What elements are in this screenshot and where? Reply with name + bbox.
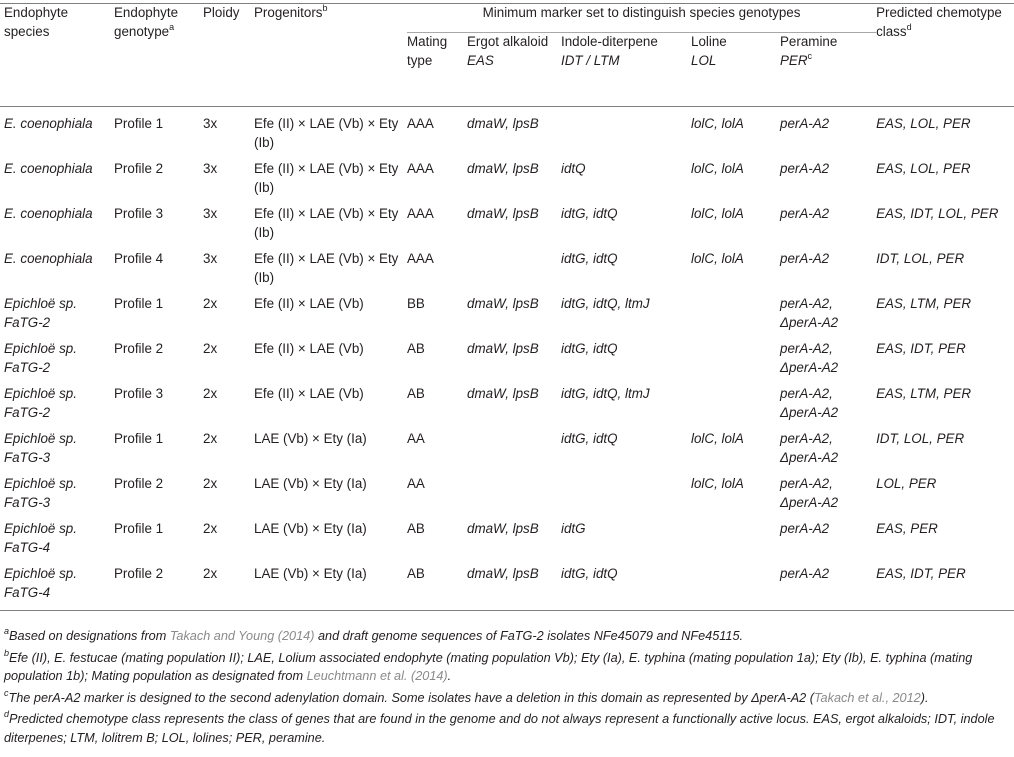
reference-link[interactable]: Takach et al., 2012 — [813, 690, 921, 705]
species-cell: Epichloë sp. FaTG-2 — [4, 386, 77, 420]
peramine-cell: perA-A2 — [780, 161, 830, 176]
ploidy-cell: 2x — [203, 521, 218, 536]
ergot-cell: dmaW, lpsB — [467, 296, 539, 311]
table-row — [0, 557, 1014, 611]
reference-link[interactable]: Leuchtmann et al. (2014) — [306, 669, 448, 683]
ploidy-cell: 2x — [203, 431, 218, 446]
peramine-cell: perA-A2, ΔperA-A2 — [780, 386, 839, 420]
mating-cell: AB — [407, 341, 425, 356]
ergot-cell — [467, 422, 561, 467]
endophyte-table — [0, 3, 1014, 611]
mating-cell: AA — [407, 476, 425, 491]
loline-cell: lolC, lolA — [691, 206, 744, 221]
peramine-cell: perA-A2, ΔperA-A2 — [780, 296, 839, 330]
mating-cell: AAA — [407, 161, 434, 176]
genotype-cell: Profile 1 — [114, 431, 164, 446]
loline-cell — [691, 512, 780, 557]
species-cell: Epichloë sp. FaTG-2 — [4, 296, 77, 330]
table-row — [0, 512, 1014, 557]
indole-cell: idtG, idtQ, ltmJ — [561, 296, 650, 311]
loline-cell: lolC, lolA — [691, 116, 744, 131]
header-ergot: Ergot alkaloid EAS — [467, 34, 549, 68]
ergot-cell: dmaW, lpsB — [467, 566, 539, 581]
mating-cell: AAA — [407, 206, 434, 221]
indole-cell: idtG, idtQ — [561, 431, 618, 446]
genotype-cell: Profile 1 — [114, 116, 164, 131]
indole-cell: idtG, idtQ — [561, 566, 618, 581]
mating-cell: AB — [407, 521, 425, 536]
loline-cell: lolC, lolA — [691, 431, 744, 446]
header-progenitors: Progenitors$^b$ — [254, 3, 328, 20]
indole-cell — [561, 467, 691, 512]
progenitors-cell: LAE (Vb) × Ety (Ia) — [254, 476, 367, 491]
chemotype-cell: EAS, IDT, PER — [876, 566, 966, 581]
genotype-cell: Profile 3 — [114, 386, 164, 401]
indole-cell: idtG, idtQ — [561, 341, 618, 356]
table-row — [0, 467, 1014, 512]
progenitors-cell: Efe (II) × LAE (Vb) × Ety (Ib) — [254, 206, 399, 240]
species-cell: Epichloë sp. FaTG-3 — [4, 476, 77, 510]
loline-cell — [691, 377, 780, 422]
header-peramine: Peramine PER$^c$ — [780, 34, 838, 68]
footnote-c: $^c$The perA-A2 marker is designed to the second adenylation domain. Some isolates have a deletion in this domain as represented by ΔperA-A2 (Takach et al., 2012). — [4, 687, 929, 705]
indole-cell — [561, 107, 691, 153]
loline-cell — [691, 287, 780, 332]
table-row — [0, 377, 1014, 422]
peramine-cell: perA-A2 — [780, 521, 830, 536]
chemotype-cell: EAS, LTM, PER — [876, 296, 972, 311]
genotype-cell: Profile 2 — [114, 161, 164, 176]
indole-cell: idtG, idtQ — [561, 206, 618, 221]
header-species: Endophyte species — [4, 5, 69, 39]
indole-cell: idtG, idtQ — [561, 251, 618, 266]
ergot-cell: dmaW, lpsB — [467, 521, 539, 536]
species-cell: E. coenophiala — [4, 161, 93, 176]
progenitors-cell: Efe (II) × LAE (Vb) — [254, 386, 364, 401]
ploidy-cell: 2x — [203, 476, 218, 491]
genotype-cell: Profile 3 — [114, 206, 164, 221]
species-cell: Epichloë sp. FaTG-3 — [4, 431, 77, 465]
header-loline: Loline LOL — [691, 34, 727, 68]
genotype-cell: Profile 4 — [114, 251, 164, 266]
mating-cell: AB — [407, 566, 425, 581]
species-cell: E. coenophiala — [4, 206, 93, 221]
species-cell: Epichloë sp. FaTG-2 — [4, 341, 77, 375]
loline-cell: lolC, lolA — [691, 476, 744, 491]
footnote-a: $^a$Based on designations from Takach and Young (2014) and draft genome sequences of FaTG-2 isolates NFe45079 and NFe45115. — [4, 626, 744, 643]
ergot-cell: dmaW, lpsB — [467, 341, 539, 356]
header-genotype: Endophyte genotype$^a$ — [114, 5, 179, 39]
progenitors-cell: Efe (II) × LAE (Vb) × Ety (Ib) — [254, 161, 399, 195]
peramine-cell: perA-A2 — [780, 566, 830, 581]
loline-cell — [691, 332, 780, 377]
table-row — [0, 242, 1014, 287]
ploidy-cell: 2x — [203, 341, 218, 356]
footnote-d: $^d$Predicted chemotype class represents the class of genes that are found in the genome and do not always represent a functionally active locus. EAS, ergot alkaloids; IDT, indole diterpenes; LTM, lolitrem B; LOL, lolines; PER, peramine. — [4, 709, 995, 745]
ergot-cell: dmaW, lpsB — [467, 161, 539, 176]
mating-cell: AB — [407, 386, 425, 401]
peramine-cell: perA-A2, ΔperA-A2 — [780, 431, 839, 465]
progenitors-cell: Efe (II) × LAE (Vb) × Ety (Ib) — [254, 251, 399, 285]
header-ploidy: Ploidy — [203, 5, 240, 20]
mating-cell: BB — [407, 296, 425, 311]
ploidy-cell: 3x — [203, 251, 218, 266]
header-chemotype: Predicted chemotype class$^d$ — [876, 5, 1002, 39]
species-cell: E. coenophiala — [4, 116, 93, 131]
ploidy-cell: 2x — [203, 566, 218, 581]
header-mating: Mating type — [407, 34, 448, 68]
ploidy-cell: 3x — [203, 116, 218, 131]
indole-cell: idtG — [561, 521, 586, 536]
footnotes — [4, 627, 1012, 750]
progenitors-cell: Efe (II) × LAE (Vb) × Ety (Ib) — [254, 116, 399, 150]
species-cell: Epichloë sp. FaTG-4 — [4, 566, 77, 600]
peramine-cell: perA-A2, ΔperA-A2 — [780, 341, 839, 375]
chemotype-cell: EAS, LOL, PER — [876, 161, 971, 176]
genotype-cell: Profile 2 — [114, 566, 164, 581]
table-header — [0, 4, 1014, 107]
header-indole: Indole-diterpene IDT / LTM — [561, 34, 658, 68]
loline-cell — [691, 557, 780, 611]
progenitors-cell: LAE (Vb) × Ety (Ia) — [254, 431, 367, 446]
peramine-cell: perA-A2 — [780, 116, 830, 131]
loline-cell: lolC, lolA — [691, 251, 744, 266]
ploidy-cell: 3x — [203, 206, 218, 221]
table-body — [0, 107, 1014, 611]
chemotype-cell: EAS, LOL, PER — [876, 116, 971, 131]
genotype-cell: Profile 1 — [114, 521, 164, 536]
genotype-cell: Profile 1 — [114, 296, 164, 311]
progenitors-cell: Efe (II) × LAE (Vb) — [254, 296, 364, 311]
indole-cell: idtG, idtQ, ltmJ — [561, 386, 650, 401]
ploidy-cell: 3x — [203, 161, 218, 176]
chemotype-cell: EAS, PER — [876, 521, 938, 536]
species-cell: Epichloë sp. FaTG-4 — [4, 521, 77, 555]
ergot-cell: dmaW, lpsB — [467, 116, 539, 131]
ergot-cell — [467, 242, 561, 287]
peramine-cell: perA-A2, ΔperA-A2 — [780, 476, 839, 510]
species-cell: E. coenophiala — [4, 251, 93, 266]
chemotype-cell: EAS, LTM, PER — [876, 386, 972, 401]
chemotype-cell: EAS, IDT, PER — [876, 341, 966, 356]
chemotype-cell: LOL, PER — [876, 476, 937, 491]
table-row — [0, 152, 1014, 197]
mating-cell: AAA — [407, 116, 434, 131]
table-row — [0, 332, 1014, 377]
table-row — [0, 197, 1014, 242]
ploidy-cell: 2x — [203, 296, 218, 311]
footnote-b: $^b$Efe (II), E. festucae (mating population II); LAE, Lolium associated endophyte (mating population Vb); Ety (Ia), E. typhina (mating population 1a); Ety (Ib), E. typhina (mating population 1b); Mating population as designated from Leuchtmann et al. (2014). — [4, 647, 973, 683]
ergot-cell: dmaW, lpsB — [467, 386, 539, 401]
mating-cell: AA — [407, 431, 425, 446]
table-row — [0, 287, 1014, 332]
genotype-cell: Profile 2 — [114, 341, 164, 356]
chemotype-cell: IDT, LOL, PER — [876, 251, 965, 266]
table-row — [0, 422, 1014, 467]
progenitors-cell: LAE (Vb) × Ety (Ia) — [254, 521, 367, 536]
reference-link[interactable]: Takach and Young (2014) — [169, 629, 315, 643]
table-row — [0, 107, 1014, 153]
chemotype-cell: EAS, IDT, LOL, PER — [876, 206, 999, 221]
mating-cell: AAA — [407, 251, 434, 266]
ploidy-cell: 2x — [203, 386, 218, 401]
header-marker-group: Minimum marker set to distinguish species genotypes — [407, 4, 876, 33]
genotype-cell: Profile 2 — [114, 476, 164, 491]
progenitors-cell: LAE (Vb) × Ety (Ia) — [254, 566, 367, 581]
chemotype-cell: IDT, LOL, PER — [876, 431, 965, 446]
peramine-cell: perA-A2 — [780, 206, 830, 221]
progenitors-cell: Efe (II) × LAE (Vb) — [254, 341, 364, 356]
peramine-cell: perA-A2 — [780, 251, 830, 266]
ergot-cell: dmaW, lpsB — [467, 206, 539, 221]
loline-cell: lolC, lolA — [691, 161, 744, 176]
ergot-cell — [467, 467, 561, 512]
indole-cell: idtQ — [561, 161, 586, 176]
